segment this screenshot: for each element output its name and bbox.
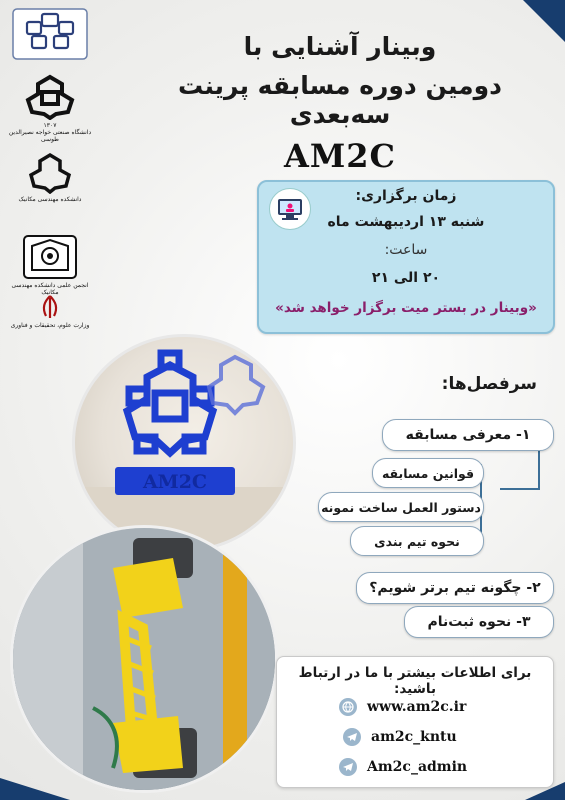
telegram-icon (339, 758, 357, 776)
ministry-caption: وزارت علوم، تحقیقات و فناوری (10, 322, 90, 329)
outline-item-3: ۳- نحوه ثبت‌نام (404, 606, 554, 638)
outline-item-2: ۲- چگونه تیم برتر شویم؟ (356, 572, 554, 604)
title-line-2: دومین دوره مسابقه پرینت سه‌بعدی (177, 71, 503, 129)
trophy-photo (72, 334, 296, 552)
faculty-caption: دانشکده مهندسی مکانیک (18, 196, 82, 203)
kntu-caption: ۱۳۰۷ دانشگاه صنعتی خواجه نصیرالدین طوسی (8, 122, 92, 143)
tensile-test-photo (10, 525, 278, 793)
student-society-logo (12, 234, 88, 280)
ministry-emblem (12, 294, 88, 320)
hold-time-label: زمان برگزاری: (355, 188, 457, 204)
telegram-admin[interactable]: Am2c_admin (367, 759, 468, 775)
outline-sub-item-rules: قوانین مسابقه (372, 458, 484, 488)
contact-box (276, 656, 554, 788)
webinar-info-box (257, 180, 555, 334)
title-line-1: وبینار آشنایی با (243, 32, 437, 61)
am2c-logo (12, 8, 88, 60)
tree-connector (500, 488, 540, 490)
kntu-logo (12, 74, 88, 120)
title-block (130, 20, 550, 175)
corner-decoration-bottom-left (0, 778, 70, 800)
website-row[interactable] (339, 697, 466, 717)
telegram-channel[interactable]: am2c_kntu (371, 729, 457, 745)
webinar-time: ۲۰ الی ۲۱ (371, 270, 441, 286)
trophy-label: AM2C (142, 471, 208, 493)
website-link[interactable]: www.am2c.ir (367, 699, 467, 715)
mechanical-faculty-logo (12, 152, 88, 194)
webinar-date: شنبه ۱۳ اردیبهشت ماه (327, 214, 485, 230)
time-label: ساعت: (384, 242, 428, 258)
society-caption: انجمن علمی دانشکده مهندسی مکانیک (11, 282, 89, 296)
outline-sub-item-teams: نحوه تیم بندی (350, 526, 484, 556)
telegram-channel-row[interactable] (343, 727, 457, 747)
telegram-admin-row[interactable] (339, 757, 467, 777)
outline-title: سرفصل‌ها: (441, 374, 537, 394)
title-line-3: AM2C (284, 137, 396, 175)
platform-note: «وبینار در بستر میت برگزار خواهد شد» (275, 300, 537, 316)
outline-sub-item-instructions: دستور العمل ساخت نمونه (318, 492, 484, 522)
globe-icon (339, 698, 357, 716)
contact-title: برای اطلاعات بیشتر با ما در ارتباط باشید: (298, 665, 532, 697)
telegram-icon (343, 728, 361, 746)
outline-item-1: ۱- معرفی مسابقه (382, 419, 554, 451)
